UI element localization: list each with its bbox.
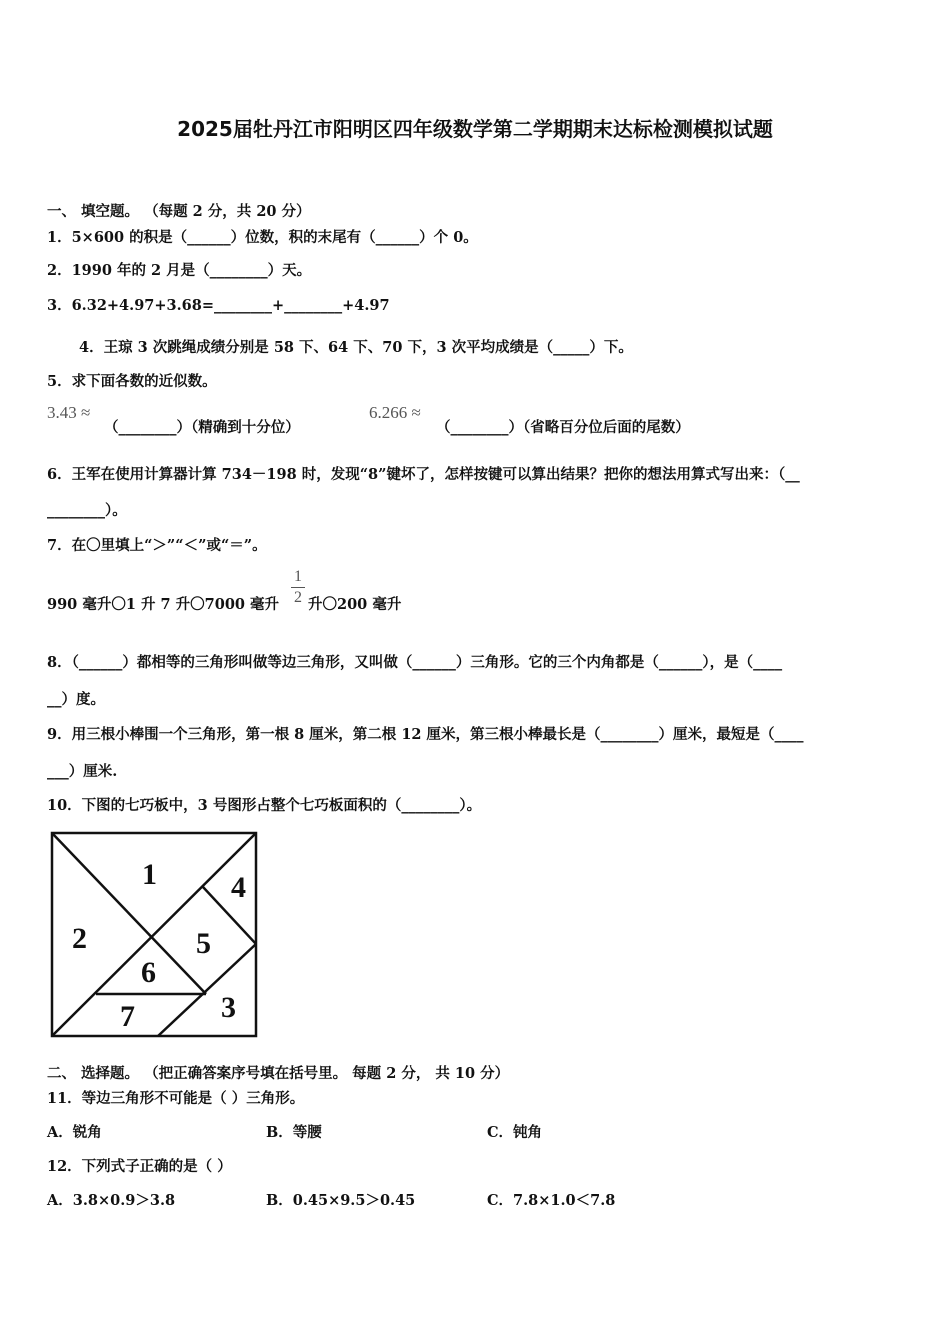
question-3: 3．6.32+4.97+3.68=________+________+4.97 (47, 297, 390, 314)
question-4: 4．王琼 3 次跳绳成绩分别是 58 下、64 下、70 下，3 次平均成绩是（_____）下。 (79, 339, 633, 356)
question-7: 7．在〇里填上“＞”“＜”或“＝”。 (47, 537, 267, 554)
q12-option-c: C．7.8×1.0＜7.8 (487, 1192, 616, 1209)
q12-option-a: A．3.8×0.9＞3.8 (47, 1192, 176, 1209)
q11-option-b: B．等腰 (266, 1124, 322, 1141)
question-6-line2: ________）。 (47, 502, 127, 519)
page-title: 2025届牡丹江市阳明区四年级数学第二学期期末达标检测模拟试题 (177, 117, 773, 141)
tangram-label-6: 6 (141, 956, 156, 989)
question-9-line2: ___）厘米. (47, 763, 118, 780)
question-10: 10．下图的七巧板中，3 号图形占整个七巧板面积的（________）。 (47, 797, 482, 814)
fraction-numerator: 1 (294, 568, 302, 585)
q5-blank-b: （________）（省略百分位后面的尾数） (436, 419, 690, 436)
q11-option-a: A．锐角 (47, 1124, 102, 1141)
question-12: 12．下列式子正确的是（ ） (47, 1158, 232, 1175)
question-9-line1: 9．用三根小棒围一个三角形，第一根 8 厘米，第二根 12 厘米，第三根小棒最长是（________）厘米，最短是（____ (47, 726, 804, 743)
question-8-line1: 8．（______）都相等的三角形叫做等边三角形，又叫做（______）三角形。它的三个内角都是（______），是（____ (47, 654, 783, 671)
tangram-label-5: 5 (196, 927, 211, 960)
q5-expr-b: 6.266 ≈ (369, 403, 421, 422)
section2-heading: 二、 选择题。 （把正确答案序号填在括号里。 每题 2 分， 共 10 分） (47, 1065, 510, 1082)
question-2: 2．1990 年的 2 月是（________）天。 (47, 262, 312, 279)
tangram-label-7: 7 (120, 1000, 135, 1033)
q11-option-c: C．钝角 (487, 1124, 543, 1141)
question-1: 1．5×600 的积是（______）位数，积的末尾有（______）个 0。 (47, 229, 478, 246)
q7-comparison-a: 990 毫升〇1 升 7 升〇7000 毫升 (47, 596, 280, 613)
fraction-denominator: 2 (294, 589, 302, 606)
question-11: 11．等边三角形不可能是（ ）三角形。 (47, 1090, 305, 1107)
q5-expr-a: 3.43 ≈ (47, 403, 91, 422)
fraction-bar (291, 587, 305, 588)
question-8-line2: __）度。 (47, 691, 105, 708)
q7-fraction (291, 568, 305, 607)
section1-heading: 一、 填空题。 （每题 2 分，共 20 分） (47, 203, 311, 220)
tangram-label-1: 1 (142, 858, 157, 891)
tangram-label-2: 2 (72, 922, 87, 955)
tangram-label-3: 3 (221, 991, 236, 1024)
tangram-figure (46, 826, 262, 1042)
q7-comparison-b: 升〇200 毫升 (308, 596, 402, 613)
tangram-label-4: 4 (231, 871, 246, 904)
question-5: 5．求下面各数的近似数。 (47, 373, 217, 390)
question-6-line1: 6．王军在使用计算器计算 734－198 时，发现“8”键坏了，怎样按键可以算出结果？把你的想法用算式写出来：（__ (47, 466, 800, 483)
tangram-diagonal-main (52, 833, 206, 994)
q5-blank-a: （________）（精确到十分位） (104, 419, 300, 436)
q12-option-b: B．0.45×9.5＞0.45 (266, 1192, 416, 1209)
